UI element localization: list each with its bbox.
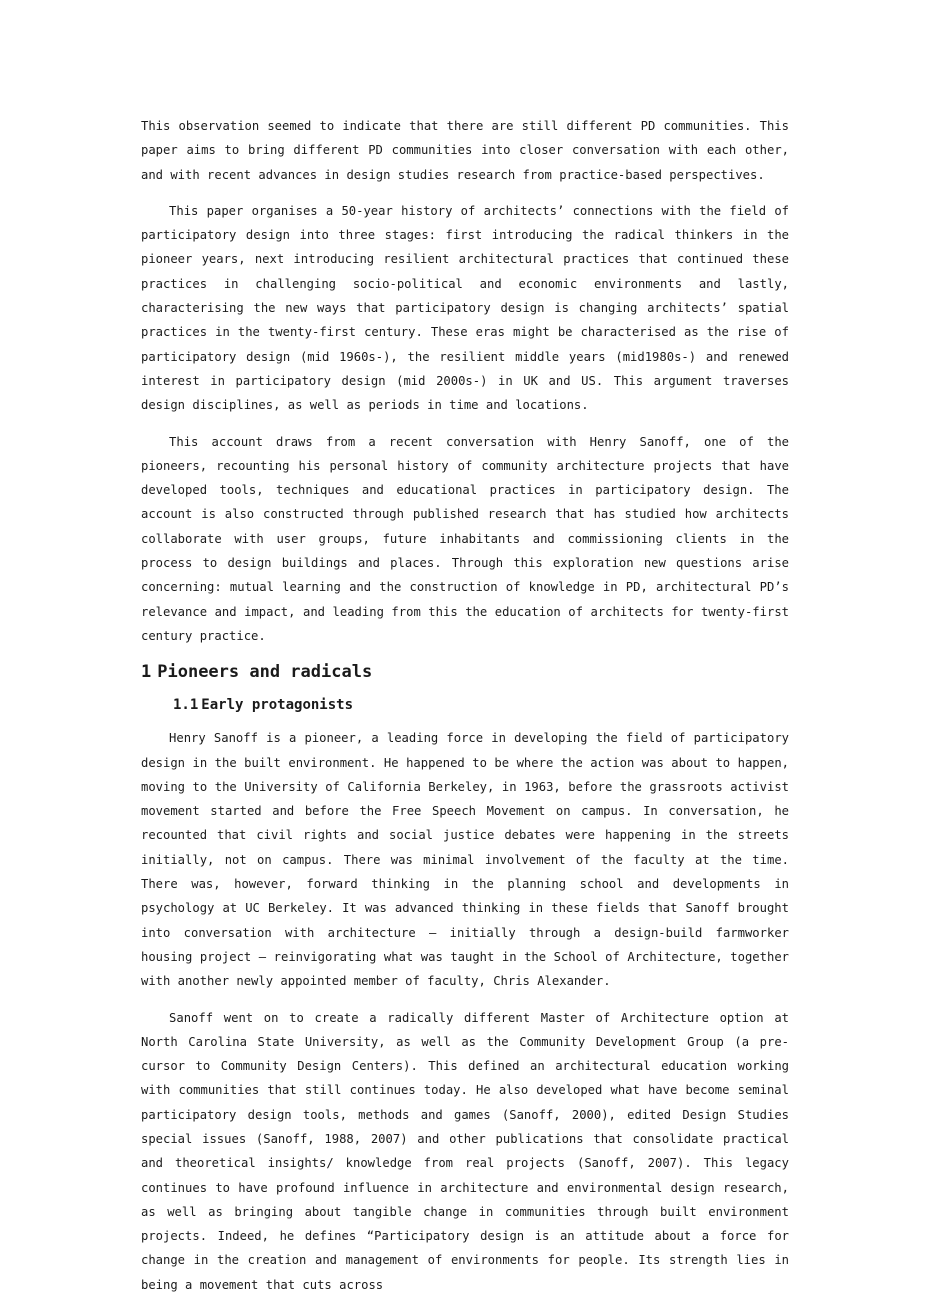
section-title: Pioneers and radicals <box>157 662 373 683</box>
subsection-title: Early protagonists <box>201 697 354 714</box>
document-page <box>141 114 789 1309</box>
section-heading <box>141 660 789 684</box>
section-number: 1 <box>141 662 152 683</box>
paragraph-sanoff-legacy: Sanoff went on to create a radically different Master of Architecture option at North Carolina State University, as well as the Community Development Group (a pre-cursor to Community Design Centers). This defined an architectural education working with communities that still continues today. He also developed what have become seminal participatory design tools, methods and games (Sanoff, 2000), edited Design Studies special issues (Sanoff, 1988, 2007) and other publications that consolidate practical and theoretical insights/ knowledge from real projects (Sanoff, 2007). This legacy continues to have profound influence in architecture and environmental design research, as well as bringing about tangible change in communities through built environment projects. Indeed, he defines “Participatory design is an attitude about a force for change in the creation and management of environments for people. Its strength lies in being a movement that cuts across <box>141 1010 789 1292</box>
paragraph-pd-communities: This observation seemed to indicate that there are still different PD communities. This paper aims to bring different PD communities into closer conversation with each other, and with recent advances in design studies research from practice-based perspectives. <box>141 119 789 182</box>
subsection-number: 1.1 <box>173 697 199 714</box>
paragraph-fifty-year-history: This paper organises a 50-year history of architects’ connections with the field of participatory design into three stages: first introducing the radical thinkers in the pioneer years, next introducing resilient architectural practices that continued these practices in challenging socio-political and economic environments and lastly, characterising the new ways that participatory design is changing architects’ spatial practices in the twenty-first century. These eras might be characterised as the rise of participatory design (mid 1960s-), the resilient middle years (mid1980s-) and renewed interest in participatory design (mid 2000s-) in UK and US. This argument traverses design disciplines, as well as periods in time and locations. <box>141 203 789 413</box>
paragraph-sanoff-conversation: This account draws from a recent conversation with Henry Sanoff, one of the pioneers, recounting his personal history of community architecture projects that have developed tools, techniques and educational practices in participatory design. The account is also constructed through published research that has studied how architects collaborate with user groups, future inhabitants and commissioning clients in the process to design buildings and places. Through this exploration new questions arise concerning: mutual learning and the construction of knowledge in PD, architectural PD’s relevance and impact, and leading from this the education of architects for twenty-first century practice. <box>141 434 789 643</box>
subsection-heading <box>173 694 789 716</box>
paragraph-sanoff-pioneer: Henry Sanoff is a pioneer, a leading force in developing the field of participatory design in the built environment. He happened to be where the action was about to happen, moving to the University of California Berkeley, in 1963, before the grassroots activist movement started and before the Free Speech Movement on campus. In conversation, he recounted that civil rights and social justice debates were happening in the streets initially, not on campus. There was minimal involvement of the faculty at the time. There was, however, forward thinking in the planning school and developments in psychology at UC Berkeley. It was advanced thinking in these fields that Sanoff brought into conversation with architecture – initially through a design-build farmworker housing project – reinvigorating what was taught in the School of Architecture, together with another newly appointed member of faculty, Chris Alexander. <box>141 731 789 989</box>
